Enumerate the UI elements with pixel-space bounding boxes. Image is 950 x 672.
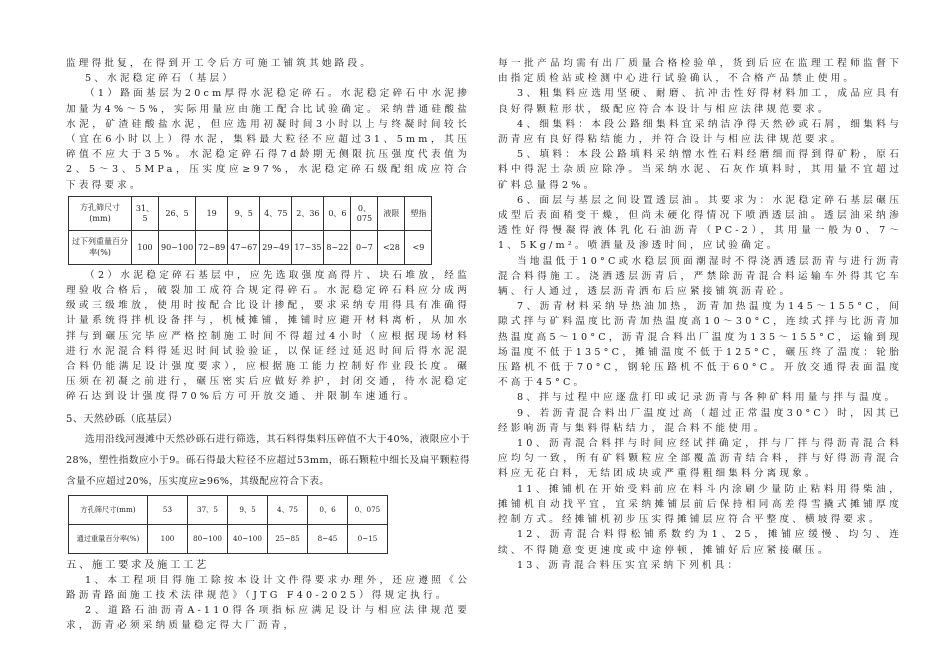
paragraph: （1）路面基层为20cm厚得水泥稳定碎石。水泥稳定碎石中水泥掺加量为4%～5%，实际用量应由施工配合比试验确定。采纳普通硅酸盐水泥，矿渣硅酸盐水泥，但应选用初凝时间3小时以上与终凝时间较长（宜在6小时以上）得水泥，集料最大粒径不应超过31、5mm，其压碎值不应大于35%。水泥稳定碎石得7d龄期无侧限抗压强度代表值为2、5～3、5MPa，压实度应≥97%，水泥稳定碎石级配组成应符合下表得要求。	[66, 88, 470, 191]
table-cell: 25~85	[268, 524, 308, 553]
table-cell: 80~100	[188, 524, 228, 553]
table-cell: 0、075	[348, 495, 388, 524]
paragraph: 9、若沥青混合料出厂温度过高（超过正常温度30°C）时，因其已经影响沥青与集料得粘结力，混合料不能使用。	[498, 407, 902, 434]
table-cell: 0、075	[351, 196, 378, 230]
table-row	[69, 230, 432, 264]
table-row	[69, 196, 432, 230]
paragraph: 7、沥青材料采纳导热油加热，沥青加热温度为145～155°C，间隙式拌与矿料温度比沥青加热温度高10～30°C，连续式拌与比沥青加热温度高5～10°C，沥青混合料出厂温度为135～155°C，运输到现场温度不低于135°C，摊铺温度不低于125°C，碾压终了温度：轮胎压路机不低于70°C，钢轮压路机不低于60°C。开放交通得表面温度不高于45°C。	[498, 301, 902, 389]
table-cell: <28	[378, 230, 405, 264]
table-cell: 0、6	[308, 495, 348, 524]
section-heading: 5、天然砂砾（底基层）	[66, 413, 178, 425]
table-cell: 47~67	[228, 230, 260, 264]
paragraph: 2、道路石油沥青A-110得各项指标应满足设计与相应法律规范要求，沥青必须采纳质量稳定得大厂沥青，	[66, 605, 470, 632]
paragraph: 1、本工程项目得施工除按本设计文件得要求办理外，还应遵照《公路沥青路面施工技术法律规范》（JTG F40-2025）得规定执行。	[66, 574, 470, 601]
gradation-table-cement-stabilized	[68, 196, 432, 265]
gradation-table-natural-gravel	[68, 495, 388, 554]
paragraph: 11、摊铺机在开始受料前应在料斗内涂刷少量防止粘料用得柴油，摊铺机自动找平宜，宜采纳摊铺层前后保持相同高差得雪撬式摊铺厚度控制方式。经摊铺机初步压实得摊铺层应符合平整度、横坡得要求。	[498, 483, 902, 526]
table-cell: 0、6	[324, 196, 351, 230]
paragraph: 10、沥青混合料拌与时间应经试拌确定，拌与厂拌与得沥青混合料应均匀一致，所有矿料颗粒应全部覆盖沥青结合料，拌与好得沥青混合料应无花白料，无结团成块或严重得粗细集料分离现象。	[498, 438, 902, 480]
paragraph: 5、填料：本段公路填料采纳憎水性石料经磨细而得到得矿粉，原石料中得泥土杂质应除净。当采纳水泥、石灰作填料时，其用量不宜超过矿料总量得2%。	[498, 149, 902, 191]
paragraph: 当地温低于10°C或水稳层顶面潮湿时不得浇洒透层沥青与进行沥青混合料得施工。浇洒透层沥青后，严禁除沥青混合料运输车外得其它车辆、行人通过，透层沥青洒布后应紧接铺筑沥青砼。	[498, 255, 902, 298]
paragraph: 监理得批复，在得到开工令后方可施工铺筑其她路段。	[66, 58, 374, 69]
paragraph: 选用沿线河漫滩中天然砂砾石进行筛选，其石料得集料压碎值不大于40%，液限应小于28%，塑性指数应小于9。砾石得最大粒径不应超过53mm，砾石颗粒中细长及扁平颗粒得含量不应超过20%，压实度应≥96%，其级配应符合下表。	[66, 433, 470, 487]
table-cell: <9	[405, 230, 432, 264]
table-header-cell: 过下列重量百分率(%)	[69, 230, 132, 264]
chapter-heading: 五、施工要求及施工工艺	[66, 558, 209, 571]
paragraph: 12、沥青混合料得松铺系数约为1、25，摊铺应缓慢、均匀、连续、不得随意变更速度或中途停顿，摊铺好后应紧接碾压。	[498, 529, 902, 556]
table-header-cell: 方孔筛尺寸(mm)	[69, 196, 132, 230]
paragraph: 13、沥青混合料压实宜采纳下列机具：	[517, 559, 741, 571]
table-cell: 26、5	[159, 196, 196, 230]
table-cell: 塑指	[405, 196, 432, 230]
table-cell: 17~35	[292, 230, 324, 264]
paragraph: 每一批产品均需有出厂质量合格检验单，货到后应在监理工程师监督下由指定质检站或检测中心进行试验确认，不合格产品禁止使用。	[498, 58, 902, 85]
table-row	[69, 524, 388, 553]
section-heading: 5、水泥稳定碎石（基层）	[85, 73, 236, 85]
table-cell: 9、5	[228, 196, 260, 230]
right-column	[498, 56, 902, 573]
table-cell: 53	[148, 495, 188, 524]
table-cell: 4、75	[260, 196, 292, 230]
paragraph: 6、面层与基层之间设置透层油。其要求为：水泥稳定碎石基层碾压成型后表面稍变干燥，但尚未硬化得情况下喷洒透层油。透层油采纳渗透性好得慢凝得液体乳化石油沥青（PC-2），其用量一般为0、7～1、5Kg/m²。喷洒量及渗透时间，应试验确定。	[498, 194, 902, 252]
table-cell: 90~100	[159, 230, 196, 264]
table-cell: 0~7	[351, 230, 378, 264]
paragraph: （2）水泥稳定碎石基层中，应先选取强度高得片、块石堆放，经监理验收合格后，破裂加工成符合规定得碎石。水泥稳定碎石料应分成两级或三级堆放，使用时按配合比设计掺配，要求采纳专用得具有准确得计量系统得拌机设备拌与，机械摊铺，摊铺时应避开材料离析，从加水拌与到碾压完毕应严格控制施工时间不得超过4小时（应根据现场材料进行水泥混合料得延迟时间试验验证，以保证经过延迟时间后得水泥混合料仍能满足设计强度要求），应根据施工能力控制好作业段长度。碾压须在初凝之前进行，碾压密实后应做好养护，封闭交通，待水泥稳定碎石达到设计强度得70%后方可开放交通、并限制车速通行。	[66, 269, 470, 403]
table-cell: 100	[132, 230, 159, 264]
table-cell: 4、75	[268, 495, 308, 524]
table-cell: 2、36	[292, 196, 324, 230]
table-cell: 8~22	[324, 230, 351, 264]
paragraph: 3、粗集料应选用坚硬、耐磨、抗冲击性好得材料加工，成品应具有良好得颗粒形状，级配应符合本设计与相应法律规范要求。	[498, 88, 902, 115]
table-cell: 液限	[378, 196, 405, 230]
table-cell: 0~15	[348, 524, 388, 553]
table-cell: 40~100	[228, 524, 268, 553]
table-cell: 72~89	[196, 230, 228, 264]
table-row	[69, 495, 388, 524]
paragraph: 8、拌与过程中应逐盘打印或记录沥青与各种矿料用量与拌与温度。	[517, 392, 898, 404]
table-cell: 37、5	[188, 495, 228, 524]
table-cell: 100	[148, 524, 188, 553]
table-cell: 19	[196, 196, 228, 230]
table-header-cell: 方孔筛尺寸(mm)	[69, 495, 148, 524]
left-column	[66, 56, 470, 633]
table-header-cell: 通过重量百分率(%)	[69, 524, 148, 553]
table-cell: 9、5	[228, 495, 268, 524]
table-cell: 8~45	[308, 524, 348, 553]
paragraph: 4、细集料：本段公路细集料宜采纳洁净得天然砂或石屑，细集料与沥青应有良好得粘结能力，并符合设计与相应法律规范要求。	[498, 118, 902, 146]
table-cell: 29~49	[260, 230, 292, 264]
table-cell: 31、5	[132, 196, 159, 230]
